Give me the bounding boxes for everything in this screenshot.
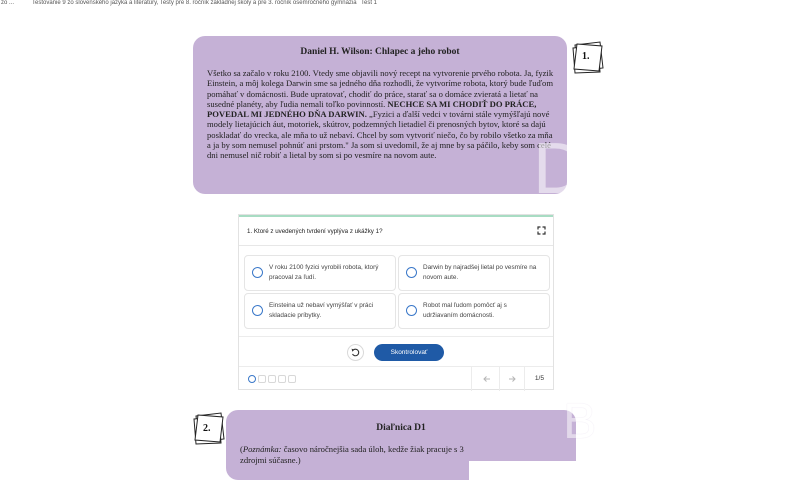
arrow-right-icon[interactable] — [507, 374, 517, 384]
breadcrumb-item[interactable]: zo ... — [1, 0, 15, 6]
progress-step-2[interactable] — [258, 375, 266, 383]
section-number: 1. — [582, 51, 590, 62]
radio-button[interactable] — [406, 305, 417, 316]
page-counter: 1/5 — [534, 375, 544, 382]
reading-title: Diaľnica D1 — [376, 423, 426, 433]
reading-text-part: Všetko sa začalo v roku 2100. Vtedy sme objavili nový recept na vytvorenie prvého robota. Ja, fyzik Einstein, a môj kolega Darwin sme sa jedného dňa rozhodli, že vytvoríme robota, ktorý bude ľuďom pomáhať v domácnosti. Bude upratovať, chodiť do práce, starať sa o domáce zvieratá a lietať na susedné planéty, aby ľudia nemali toľko povinností. — [207, 68, 554, 109]
section-number-badge — [190, 411, 228, 447]
quiz-header — [239, 217, 553, 246]
divider — [471, 367, 472, 391]
question-text: 1. Ktoré z uvedených tvrdení vyplýva z ukážky 1? — [247, 228, 383, 235]
progress-step-3[interactable] — [268, 375, 276, 383]
answer-option-1[interactable] — [244, 255, 396, 291]
reset-button[interactable] — [347, 344, 364, 361]
option-label: Einsteina už nebaví vymýšľať v práci skladacie príbytky. — [269, 302, 374, 319]
option-label: Darwin by najradšej lietal po vesmíre na novom aute. — [423, 264, 537, 281]
check-button[interactable]: Skontrolovať — [374, 344, 444, 361]
breadcrumb-item[interactable]: Test 1 — [361, 0, 378, 6]
progress-step-5[interactable] — [288, 375, 296, 383]
breadcrumb-item[interactable]: Testovanie 9 zo slovenského jazyka a literatúry, Testy pre 8. ročník základnej školy a pre 3. ročník osemročného gymnázia — [32, 0, 357, 6]
progress-step-4[interactable] — [278, 375, 286, 383]
reading-note: (Poznámka: časovo náročnejšia sada úloh, kedže žiak pracuje s 3 zdrojmi súčasne.) — [240, 444, 464, 465]
arrow-left-icon[interactable] — [482, 374, 492, 384]
quiz-widget — [238, 214, 554, 390]
decorative-letter: D — [533, 129, 585, 209]
reading-text — [207, 68, 557, 161]
note-text: časovo náročnejšia sada úloh, kedže žiak pracuje s 3 zdrojmi súčasne.) — [240, 444, 464, 465]
quiz-actions — [239, 336, 553, 366]
section-number-badge — [569, 40, 607, 76]
quiz-pagination — [239, 366, 553, 390]
divider — [524, 367, 525, 391]
radio-button[interactable] — [252, 305, 263, 316]
section-number: 2. — [203, 423, 211, 434]
note-label: Poznámka: — [242, 444, 282, 454]
reading-text-bold: NECHCE SA MI CHODIŤ DO PRÁCE, POVEDAL MI JEDNÉHO DŇA DARWIN. — [207, 98, 537, 120]
progress-step-1[interactable] — [248, 375, 256, 383]
reset-icon — [348, 345, 363, 360]
option-label: Robot mal ľudom pomôcť aj s udržiavaním domácnosti. — [423, 302, 507, 319]
divider — [499, 367, 500, 391]
reading-title: Daniel H. Wilson: Chlapec a jeho robot — [300, 47, 460, 57]
reading-text-part: „Fyzici a ďalší vedci v továrni stále vymýšľajú nové modely lietajúcich áut, motoriek, skútrov, podzemných lietadiel či prenosných bytov, ktoré sa dajú poskladať do vrecka, ale mňa to už nebaví. Chcel by som vytvoriť niečo, čo by robilo všetko za mňa a ja by som nemusel pohnúť ani prstom." Ja som si uvedomil, že aj mne by sa páčilo, keby som celé dni nemusel nič robiť a lietal by som si po vesmíre na novom aute. — [207, 109, 553, 161]
reading-card — [193, 36, 585, 209]
option-label: V roku 2100 fyzici vyrobili robota, ktorý pracoval za ľudí. — [269, 264, 379, 281]
answer-option-3[interactable] — [244, 293, 396, 329]
content-box — [469, 461, 576, 481]
reading-card-2 — [226, 410, 576, 480]
answer-option-2[interactable] — [398, 255, 550, 291]
radio-button[interactable] — [406, 267, 417, 278]
breadcrumb — [0, 0, 800, 9]
answer-option-4[interactable] — [398, 293, 550, 329]
decorative-letter: B — [563, 393, 597, 449]
expand-icon[interactable] — [538, 227, 545, 234]
radio-button[interactable] — [252, 267, 263, 278]
